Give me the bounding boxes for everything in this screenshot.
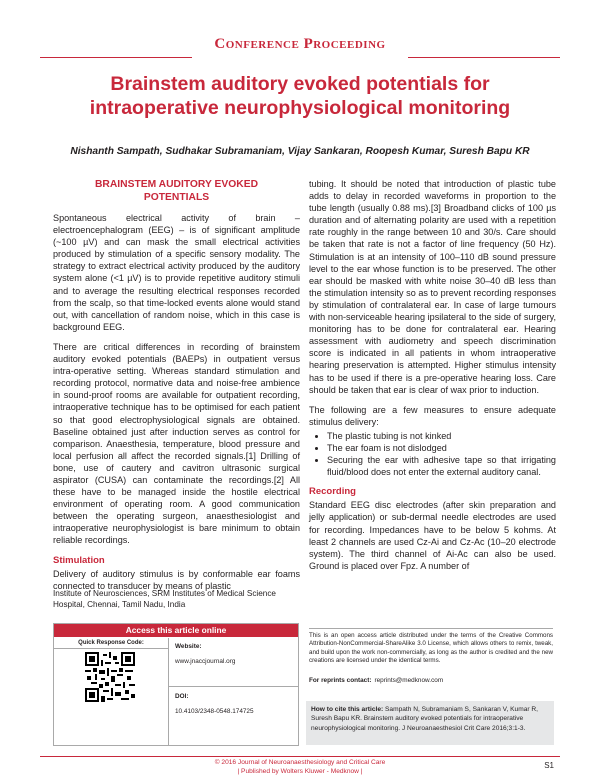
list-item: • Securing the ear with adhesive tape so that irrigating fluid/blood does not enter the external auditory canal. — [327, 454, 556, 478]
citation — [311, 705, 549, 733]
paragraph-differences: There are critical differences in recording of brainstem auditory evoked potentials (BAEPs) in outpatient versus intra-operative setting. Whereas standard stimulation and recording protocol, normative data and noise-free ambience in sound-proof rooms are available for outpatient recording, intraoperative technique has to be optimised for each patient so that good electrophysiological signals are obtained. Baseline obtained just after induction serves as control for comparison. Anaesthesia, temperature, blood pressure and local perfusion all affect the recorded signals.[1] Drilling of bone, use of cautery and cavitron ultrasonic surgical aspirator (CUSA) can contaminate the recordings.[2] All these have to be managed inside the hostile electrical environment of operating room. A good communication between the operating surgeon, anaesthesiologist and intraoperative neurophysiologist is bare minimum to obtain reliable recordings. — [53, 341, 300, 546]
citation-label: How to cite this article: — [311, 706, 384, 713]
box-divider — [169, 686, 298, 687]
measures-list — [309, 430, 556, 478]
paragraph-intro: Spontaneous electrical activity of brain – electroencephalogram (EEG) – is of significant amplitude (~100 µV) and can mask the small electrical activities produced by stimulation of a specific sensory modality. The strategy to extract electrical activity produced by the auditory system alone (<1 µV) is to provide repetitive auditory stimuli and to average the resulting electrical responses recorded from the scalp, so that time-locked events alone would stand out, with cancellation of random noise, which in this case is background EEG. — [53, 213, 300, 332]
doi-link[interactable]: 10.4103/2348-0548.174725 — [175, 708, 254, 715]
website-label: Website: — [175, 643, 202, 650]
conference-proceeding-label: Conference Proceeding — [214, 36, 386, 52]
reprints-contact — [309, 677, 443, 684]
citation-text: Sampath N, Subramaniam S, Sankaran V, Kumar R, Suresh Bapu KR. Brainstem auditory evoked potentials for intraoperative neurophysiological monitoring. J Neuroanaesthesiol Crit Care 2016;3:1-3. — [311, 706, 538, 732]
title-line-1: Brainstem auditory evoked potentials for — [110, 73, 490, 95]
section-heading-line-2: POTENTIALS — [143, 192, 210, 203]
paragraph-measures: The following are a few measures to ensure adequate stimulus delivery: — [309, 404, 556, 427]
paragraph-stimulation: Delivery of auditory stimulus is by conformable ear foams connected to transducer by means of plastic — [53, 568, 300, 591]
paragraph-tubing: tubing. It should be noted that introduction of plastic tube adds to delay in recorded waveforms in proportion to the tube length (usually 0.88 ms).[3] Broadband clicks of 100 µs duration and of alternating polarity are used with a repetition rate roughly in the range between 10 and 30/s. Care should be taken that rate is not a factor of line frequency (50 Hz). Stimulation is at an intensity of 100–110 dB sound pressure level to the ear whose function is to be preserved. The other ear should be masked with white noise 30–40 dB less than the stimulation intensity so as to prevent recording responses by stimulation of contralateral ear. In case of large tumours with non-serviceable hearing ipsilateral to the side of surgery, monitoring has to be done for contralateral ear. Hearing assessment with audiometry and speech discrimination score is indicated in all patients in whom intraoperative hearing preservation is attempted. Higher stimulus intensity has to be used if there is a pre-operative hearing loss. Care should be taken that ear is clear of wax prior to induction. — [309, 179, 556, 395]
citation-box — [306, 701, 554, 745]
reprints-email[interactable]: reprints@medknow.com — [374, 677, 444, 684]
left-column — [53, 178, 300, 600]
section-heading-baep — [53, 178, 300, 204]
access-heading: Access this article online — [54, 624, 298, 637]
title-line-2: intraoperative neurophysiological monitoring — [89, 97, 511, 119]
qr-code-icon[interactable] — [85, 652, 135, 702]
website-link[interactable]: www.jnaccjournal.org — [175, 658, 236, 665]
reprints-label: For reprints contact: — [309, 677, 372, 684]
kicker-rule-left — [40, 57, 192, 58]
qr-cell — [54, 649, 169, 745]
kicker-rule-right — [408, 57, 560, 58]
subheading-recording: Recording — [309, 486, 356, 498]
footer-copyright: © 2016 Journal of Neuroanaesthesiology and Critical Care — [214, 759, 386, 766]
website-block — [175, 642, 293, 666]
list-item: • The ear foam is not dislodged — [327, 442, 556, 454]
article-title — [40, 72, 560, 120]
license-notice: This is an open access article distributed under the terms of the Creative Commons Attribution-NonCommercial-ShareAlike 3.0 License, which allows others to remix, tweak, and build upon the work non-commercially, as long as the author is credited and the new creations are licensed under the identical terms. — [309, 632, 553, 665]
subheading-stimulation: Stimulation — [53, 554, 105, 566]
affiliation: Institute of Neurosciences, SRM Institutes of Medical Science Hospital, Chennai, Tamil Nadu, India — [53, 589, 276, 609]
page-number: S1 — [544, 761, 554, 770]
footer-publisher: | Published by Wolters Kluwer - Medknow | — [237, 767, 363, 775]
footer — [0, 759, 600, 776]
access-online-box — [53, 623, 299, 746]
doi-label: DOI: — [175, 693, 189, 700]
paragraph-recording: Standard EEG disc electrodes (after skin preparation and jelly application) or sub-dermal needle electrodes are used for recording. Impedances have to be below 5 kohms. At least 2 channels are used Cz-Ai and Cz-Ac (10–20 electrode system). The third channel of Ai-Ac can also be used. Ground is placed over Fpz. A number of — [309, 500, 556, 571]
list-item: • The plastic tubing is not kinked — [327, 430, 556, 442]
footer-rule — [40, 756, 560, 757]
doi-block — [175, 692, 293, 716]
qr-label: Quick Response Code: — [54, 638, 169, 649]
section-heading-line-1: BRAINSTEM AUDITORY EVOKED — [94, 179, 259, 190]
license-rule — [309, 628, 553, 629]
author-list: Nishanth Sampath, Sudhakar Subramaniam, Vijay Sankaran, Roopesh Kumar, Suresh Bapu KR — [70, 146, 530, 157]
right-column — [309, 178, 556, 580]
